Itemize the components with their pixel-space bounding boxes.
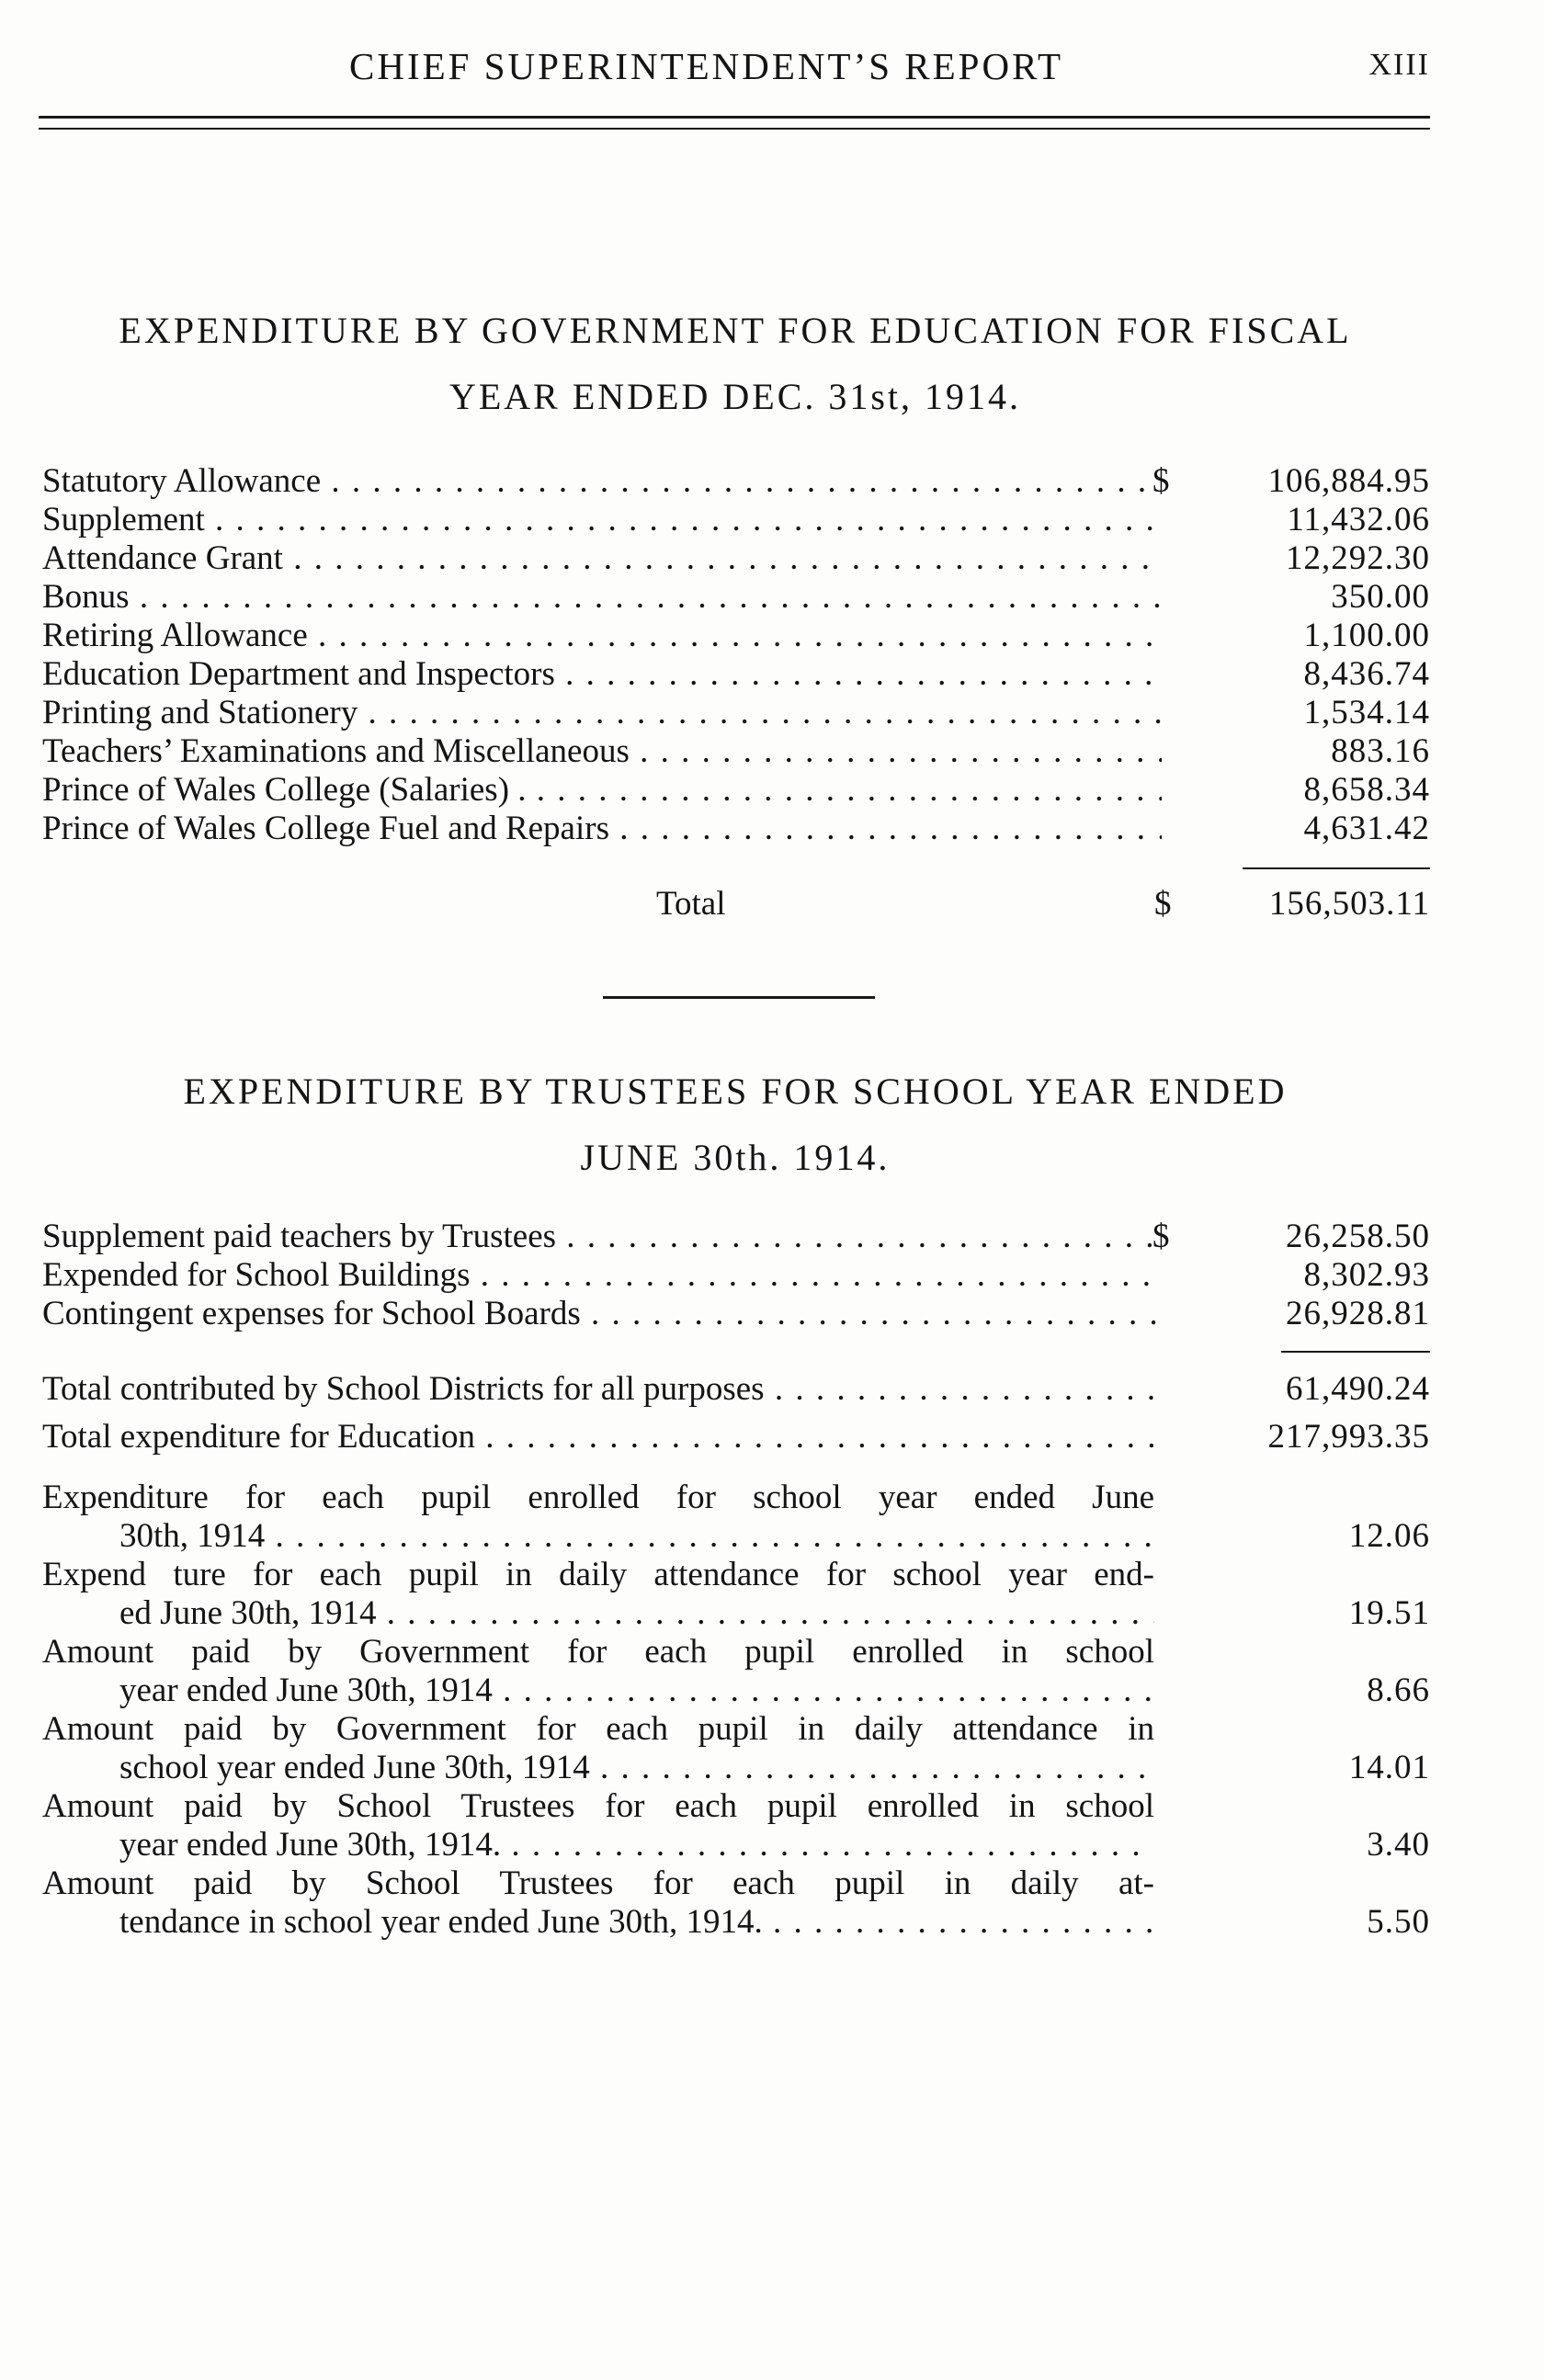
item-text-line2: school year ended June 30th, 1914 . . . <box>42 1748 1154 1787</box>
item-text-line1: Amount paid by School Trustees for each pupil enrolled in school <box>42 1787 1154 1825</box>
row-amount: 12,292.30 <box>1286 539 1430 577</box>
subtotal-rule <box>1281 1351 1430 1353</box>
row-label: Supplement paid teachers by Trustees . . . <box>42 1217 1162 1256</box>
row-label: Total contributed by School Districts for all purposes . . . <box>42 1369 1162 1409</box>
table-row <box>42 1217 1430 1255</box>
row-label: Retiring Allowance . . . <box>42 616 1162 655</box>
total-currency-symbol: $ <box>1154 885 1172 923</box>
header-title: CHIEF SUPERINTENDENT’S REPORT <box>349 45 1064 87</box>
section2-heading-line1: EXPENDITURE BY TRUSTEES FOR SCHOOL YEAR ENDED <box>183 1071 1288 1112</box>
row-label: Expended for School Buildings . . . <box>42 1255 1162 1295</box>
item-text-line2: 30th, 1914 . . . <box>42 1516 1154 1556</box>
row-amount: 1,100.00 <box>1303 617 1430 654</box>
section-divider <box>603 996 875 999</box>
table-row <box>42 693 1430 731</box>
row-label: Supplement . . . <box>42 500 1162 539</box>
item-amount: 8.66 <box>1367 1672 1430 1709</box>
item-text-line1: Amount paid by Government for each pupil enrolled in school <box>42 1633 1154 1671</box>
item-amount: 12.06 <box>1348 1517 1430 1555</box>
row-amount: 8,658.34 <box>1303 771 1430 809</box>
table-row <box>42 1294 1430 1332</box>
row-label: Education Department and Inspectors . . . <box>42 654 1162 694</box>
item-text-line2: ed June 30th, 1914 . . . <box>42 1593 1154 1633</box>
row-label: Contingent expenses for School Boards . . . <box>42 1294 1162 1333</box>
row-label: Prince of Wales College (Salaries) . . . . <box>42 770 1162 810</box>
row-amount: 883.16 <box>1331 732 1430 770</box>
table-row <box>42 654 1430 693</box>
table-row <box>42 770 1430 809</box>
item-text-line2: year ended June 30th, 1914 . . . <box>42 1671 1154 1710</box>
page-number: XIII <box>1368 48 1430 82</box>
item-amount: 3.40 <box>1367 1826 1430 1864</box>
item-amount: 14.01 <box>1348 1749 1430 1786</box>
table-row <box>42 500 1430 538</box>
currency-symbol: $ <box>1152 462 1170 500</box>
row-amount: 8,302.93 <box>1303 1256 1430 1294</box>
row-amount: 4,631.42 <box>1303 810 1430 847</box>
currency-symbol: $ <box>1152 1218 1170 1255</box>
item-text-line1: Expenditure for each pupil enrolled for school year ended June <box>42 1479 1154 1516</box>
table-row <box>42 461 1430 500</box>
table-row <box>42 1255 1430 1294</box>
total-label: Total <box>656 885 726 923</box>
row-amount: 61,490.24 <box>1286 1370 1430 1408</box>
table-row <box>42 577 1430 616</box>
row-label: Teachers’ Examinations and Miscellaneous . . . <box>42 731 1162 771</box>
row-amount: 8,436.74 <box>1303 655 1430 693</box>
running-header <box>39 39 1430 103</box>
total-row <box>42 1369 1430 1408</box>
row-label: Total expenditure for Education . . . <box>42 1417 1162 1456</box>
row-amount: 350.00 <box>1331 578 1430 616</box>
total-amount: 156,503.11 <box>1268 885 1430 923</box>
item-text-line2: tendance in school year ended June 30th, 1914. . . . <box>42 1902 1154 1942</box>
item-amount: 5.50 <box>1367 1903 1430 1941</box>
section1-heading-line2: YEAR ENDED DEC. 31st, 1914. <box>448 376 1022 417</box>
row-label: Prince of Wales College Fuel and Repairs . . . <box>42 809 1162 848</box>
total-rule <box>1243 867 1430 869</box>
header-rule-thick <box>39 116 1430 119</box>
total-row <box>42 1417 1430 1456</box>
row-label: Attendance Grant . . . <box>42 538 1162 578</box>
item-text-line1: Amount paid by School Trustees for each pupil in daily at- <box>42 1864 1154 1902</box>
item-text-line2: year ended June 30th, 1914. . . . <box>42 1825 1154 1864</box>
row-amount: 217,993.35 <box>1267 1418 1430 1456</box>
table-row <box>42 731 1430 770</box>
item-text-line1: Amount paid by Government for each pupil in daily attendance in <box>42 1710 1154 1748</box>
row-amount: 26,928.81 <box>1286 1295 1430 1332</box>
row-amount: 26,258.50 <box>1286 1218 1430 1255</box>
row-label: Statutory Allowance . . . <box>42 461 1162 501</box>
section1-heading-line1: EXPENDITURE BY GOVERNMENT FOR EDUCATION FOR FISCAL <box>119 310 1352 351</box>
table-row <box>42 538 1430 577</box>
table-row <box>42 809 1430 847</box>
table-row <box>42 616 1430 654</box>
row-label: Bonus . . . <box>42 577 1162 617</box>
item-text-line1: Expend ture for each pupil in daily attendance for school year end- <box>42 1556 1154 1593</box>
row-amount: 11,432.06 <box>1287 501 1430 538</box>
item-amount: 19.51 <box>1348 1594 1430 1632</box>
row-label: Printing and Stationery . . . <box>42 693 1162 732</box>
header-rule-thin <box>39 128 1430 130</box>
row-amount: 1,534.14 <box>1303 694 1430 731</box>
section2-heading-line2: JUNE 30th. 1914. <box>580 1137 891 1178</box>
row-amount: 106,884.95 <box>1267 462 1430 500</box>
